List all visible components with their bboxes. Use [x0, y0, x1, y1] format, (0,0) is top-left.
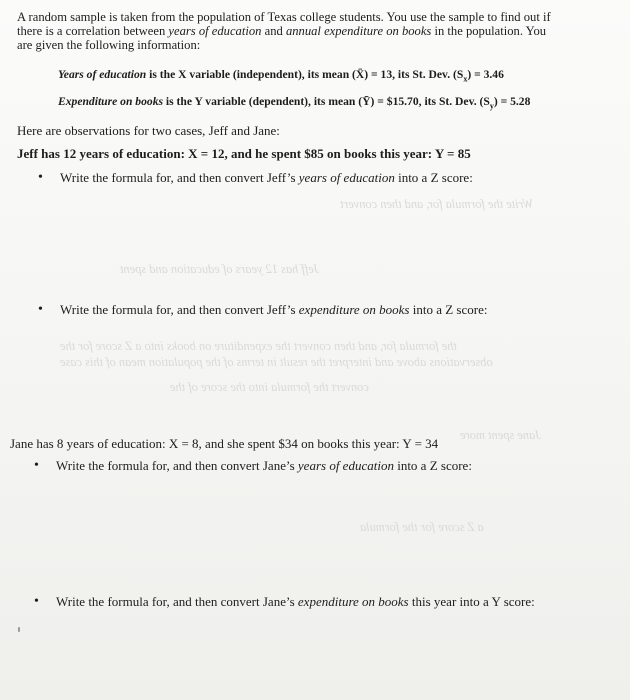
pencil-mark [18, 627, 20, 632]
jeff-question-1: Write the formula for, and then convert Jeff’s years of education into a Z score: [60, 170, 473, 185]
y-variable-info: Expenditure on books is the Y variable (dependent), its mean (Ȳ) = $15.70, its St. Dev. $(S_y) = 5.28$ [58, 95, 531, 111]
jeff-question-2: Write the formula for, and then convert Jeff’s expenditure on books into a Z score: [60, 302, 488, 317]
intro-line-3: are given the following information: [17, 38, 201, 52]
jane-question-1: Write the formula for, and then convert Jane’s years of education into a Z score: [56, 458, 472, 473]
show-through-text: observations above and interpret the result in terms of the population mean of this case [60, 355, 493, 369]
jane-heading: Jane has 8 years of education: X = 8, and she spent $34 on books this year: Y = 34 [10, 436, 439, 451]
show-through-text: a Z score for the formula [360, 520, 484, 534]
bullet-icon: • [38, 170, 43, 185]
jane-question-2: Write the formula for, and then convert Jane’s expenditure on books this year into a Y score: [56, 594, 535, 609]
show-through-text: Jeff has 12 years of education and spent [120, 262, 320, 276]
bullet-icon: • [34, 458, 39, 473]
bullet-icon: • [34, 594, 39, 609]
show-through-text: the formula for, and then convert the expenditure on books into a Z score for the [60, 339, 457, 353]
show-through-text: convert the formula into the score of the [170, 380, 369, 394]
x-variable-info: Years of education is the X variable (independent), its mean (X̄) = 13, its St. Dev. $(S_x) = 3.46$ [58, 68, 504, 84]
show-through-text: Write the formula for, and then convert [340, 197, 534, 211]
jeff-heading: Jeff has 12 years of education: X = 12, and he spent $85 on books this year: Y = 85 [17, 146, 471, 161]
cases-heading: Here are observations for two cases, Jeff and Jane: [17, 123, 280, 138]
bullet-icon: • [38, 302, 43, 317]
intro-line-2: there is a correlation between years of education and annual expenditure on books in the population. You [17, 24, 547, 38]
intro-line-1: A random sample is taken from the population of Texas college students. You use the sample to find out if [17, 10, 551, 24]
show-through-text: Jane spent more [460, 428, 541, 442]
